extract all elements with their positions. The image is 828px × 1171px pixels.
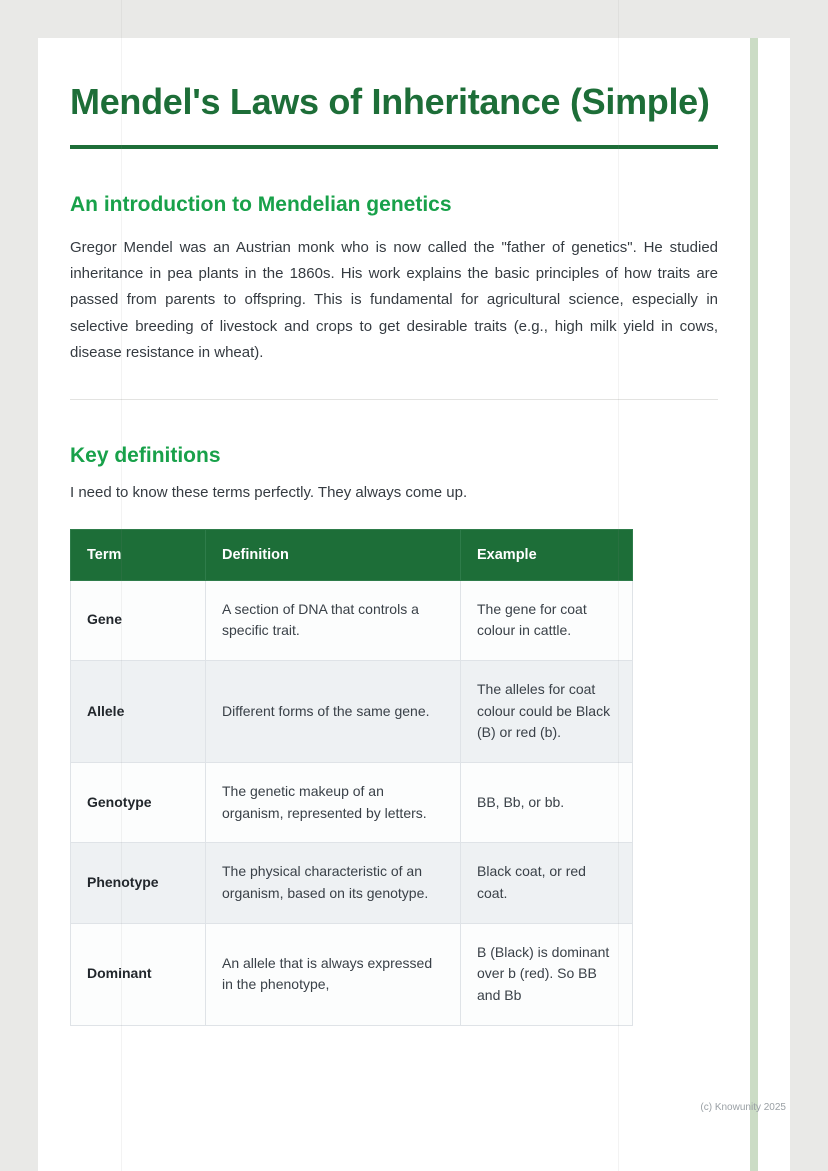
column-header-example: Example (461, 529, 633, 580)
term-cell: Allele (71, 660, 206, 762)
example-cell: The alleles for coat colour could be Black (B) or red (b). (461, 660, 633, 762)
term-cell: Dominant (71, 923, 206, 1025)
table-row-dominant (71, 923, 633, 1025)
table-row-allele (71, 660, 633, 762)
document-page (38, 38, 790, 1171)
definitions-intro-text: I need to know these terms perfectly. They always come up. (70, 483, 468, 501)
definition-cell: The genetic makeup of an organism, represented by letters. (206, 762, 461, 842)
column-header-term: Term (71, 529, 206, 580)
introduction-paragraph: Gregor Mendel was an Austrian monk who is now called the "father of genetics". He studied inheritance in pea plants in the 1860s. His work explains the basic principles of how traits are passed from parents to offspring. This is fundamental for agricultural science, especially in selective breeding of livestock and crops to get desirable traits (e.g., high milk yield in cows, disease resistance in wheat). (70, 238, 718, 362)
watermark: (c) Knowunity 2025 (700, 1102, 786, 1113)
section-heading-introduction: An introduction to Mendelian genetics (70, 192, 452, 216)
term-cell: Phenotype (71, 843, 206, 923)
example-cell: Black coat, or red coat. (461, 843, 633, 923)
decorative-side-strip (750, 38, 758, 1171)
page-title: Mendel's Laws of Inheritance (Simple) (70, 81, 710, 122)
column-header-definition: Definition (206, 529, 461, 580)
table-header-row (71, 529, 633, 580)
term-cell: Genotype (71, 762, 206, 842)
table-row-gene (71, 580, 633, 660)
section-divider (70, 399, 718, 400)
section-heading-key-definitions: Key definitions (70, 443, 221, 467)
title-underline-rule (70, 145, 718, 149)
example-cell: B (Black) is dominant over b (red). So BB and Bb (461, 923, 633, 1025)
definition-cell: An allele that is always expressed in the phenotype, (206, 923, 461, 1025)
example-cell: BB, Bb, or bb. (461, 762, 633, 842)
table-row-phenotype (71, 843, 633, 923)
definition-cell: The physical characteristic of an organism, based on its genotype. (206, 843, 461, 923)
example-cell: The gene for coat colour in cattle. (461, 580, 633, 660)
document-content (38, 38, 790, 1026)
definition-cell: Different forms of the same gene. (206, 660, 461, 762)
table-row-genotype (71, 762, 633, 842)
definitions-table (70, 529, 633, 1026)
definition-cell: A section of DNA that controls a specific trait. (206, 580, 461, 660)
term-cell: Gene (71, 580, 206, 660)
